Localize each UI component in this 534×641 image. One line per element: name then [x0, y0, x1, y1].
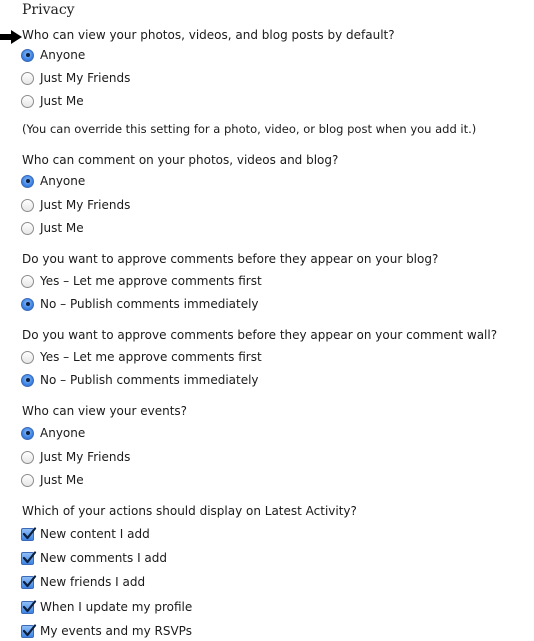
radio-wall-approve-first[interactable]	[21, 348, 262, 366]
checkbox[interactable]	[21, 576, 34, 589]
radio-default-visibility-just-me[interactable]	[21, 92, 84, 110]
checkbox[interactable]	[21, 552, 34, 565]
question-blog-comment-approval: Do you want to approve comments before they appear on your blog?	[22, 252, 439, 266]
option-label: Just Me	[40, 221, 84, 235]
radio-events-friends[interactable]	[21, 448, 130, 466]
option-label: Anyone	[40, 174, 86, 188]
option-label: When I update my profile	[40, 600, 193, 614]
radio-button[interactable]	[21, 298, 34, 311]
radio-button[interactable]	[21, 427, 34, 440]
checkbox[interactable]	[21, 625, 34, 638]
radio-button[interactable]	[21, 451, 34, 464]
option-label: Anyone	[40, 48, 86, 62]
radio-button[interactable]	[21, 351, 34, 364]
option-label: Just My Friends	[40, 450, 131, 464]
checkbox-new-comments[interactable]	[21, 549, 167, 567]
radio-button[interactable]	[21, 72, 34, 85]
radio-events-just-me[interactable]	[21, 471, 84, 489]
checkbox-profile-update[interactable]	[21, 598, 192, 616]
radio-button[interactable]	[21, 474, 34, 487]
checkbox[interactable]	[21, 528, 34, 541]
option-label: Anyone	[40, 426, 86, 440]
checkbox[interactable]	[21, 601, 34, 614]
option-label: Just My Friends	[40, 198, 131, 212]
privacy-heading: Privacy	[22, 2, 75, 18]
override-note: (You can override this setting for a photo, video, or blog post when you add it.)	[22, 122, 477, 136]
option-label: Just My Friends	[40, 71, 131, 85]
checkbox-new-content[interactable]	[21, 525, 150, 543]
radio-events-anyone[interactable]	[21, 424, 85, 442]
radio-comment-friends[interactable]	[21, 196, 130, 214]
question-default-visibility: Who can view your photos, videos, and blog posts by default?	[22, 28, 395, 42]
question-events-visibility: Who can view your events?	[22, 404, 188, 418]
radio-blog-publish-immediately[interactable]	[21, 295, 259, 313]
option-label: My events and my RSVPs	[40, 624, 192, 638]
option-label: Just Me	[40, 94, 84, 108]
radio-comment-anyone[interactable]	[21, 172, 85, 190]
question-latest-activity: Which of your actions should display on Latest Activity?	[22, 504, 357, 518]
option-label: New comments I add	[40, 551, 168, 565]
radio-wall-publish-immediately[interactable]	[21, 371, 259, 389]
radio-button[interactable]	[21, 374, 34, 387]
option-label: No – Publish comments immediately	[40, 373, 259, 387]
radio-comment-just-me[interactable]	[21, 219, 84, 237]
question-wall-comment-approval: Do you want to approve comments before they appear on your comment wall?	[22, 328, 498, 342]
radio-blog-approve-first[interactable]	[21, 272, 262, 290]
option-label: Yes – Let me approve comments first	[40, 274, 262, 288]
radio-button[interactable]	[21, 95, 34, 108]
option-label: New friends I add	[40, 575, 146, 589]
radio-button[interactable]	[21, 199, 34, 212]
radio-default-visibility-anyone[interactable]	[21, 46, 85, 64]
checkbox-new-friends[interactable]	[21, 573, 145, 591]
radio-button[interactable]	[21, 275, 34, 288]
pointer-arrow-icon	[0, 30, 22, 44]
option-label: Just Me	[40, 473, 84, 487]
radio-default-visibility-friends[interactable]	[21, 69, 130, 87]
question-comment-permission: Who can comment on your photos, videos and blog?	[22, 153, 339, 167]
option-label: New content I add	[40, 527, 150, 541]
option-label: Yes – Let me approve comments first	[40, 350, 262, 364]
checkbox-events-rsvps[interactable]	[21, 622, 192, 640]
option-label: No – Publish comments immediately	[40, 297, 259, 311]
radio-button[interactable]	[21, 49, 34, 62]
radio-button[interactable]	[21, 222, 34, 235]
radio-button[interactable]	[21, 175, 34, 188]
